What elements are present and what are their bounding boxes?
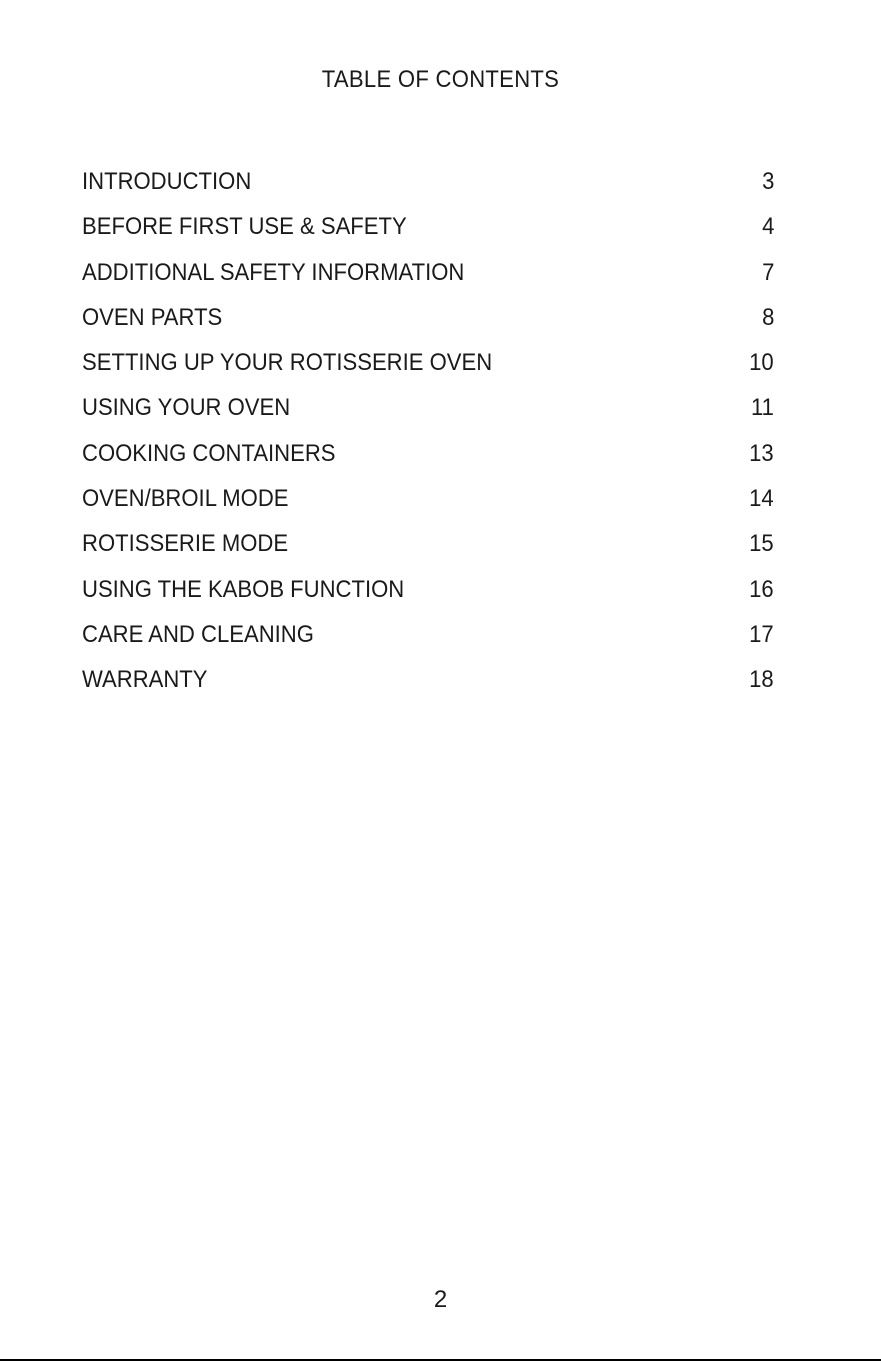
toc-entry-page: 10 [749,349,774,377]
toc-entry-label: COOKING CONTAINERS [82,439,336,467]
toc-entry[interactable] [82,528,774,573]
toc-entry-label: ROTISSERIE MODE [82,530,289,558]
toc-entry-label: USING YOUR OVEN [82,394,291,422]
toc-entry[interactable] [82,347,774,392]
page-title: TABLE OF CONTENTS [321,66,560,93]
toc-entry-page: 15 [749,530,774,558]
toc-entry-label: OVEN PARTS [82,303,223,331]
toc-entry[interactable] [82,166,774,211]
toc-entry-label: USING THE KABOB FUNCTION [82,575,405,603]
toc-entry-label: WARRANTY [82,666,208,694]
toc-entry[interactable] [82,574,774,619]
toc-entry[interactable] [82,392,774,437]
toc-entry-label: CARE AND CLEANING [82,620,314,648]
toc-entry[interactable] [82,302,774,347]
toc-entry-label: BEFORE FIRST USE & SAFETY [82,213,407,241]
toc-entry[interactable] [82,483,774,528]
toc-entry-label: OVEN/BROIL MODE [82,485,289,513]
toc-entry-page: 13 [749,439,774,467]
toc-entry-label: SETTING UP YOUR ROTISSERIE OVEN [82,349,493,377]
page-number: 2 [433,1286,448,1313]
toc-entry-page: 17 [749,620,774,648]
toc-entry[interactable] [82,664,774,709]
toc-entry-label: INTRODUCTION [82,168,252,195]
table-of-contents [82,166,774,710]
toc-entry-page: 14 [749,485,774,513]
toc-entry-page: 4 [761,213,774,241]
toc-entry-page: 18 [749,666,774,694]
toc-entry-page: 8 [761,303,774,331]
toc-entry-page: 16 [749,575,774,603]
toc-entry-label: ADDITIONAL SAFETY INFORMATION [82,258,465,286]
toc-entry[interactable] [82,257,774,302]
toc-entry[interactable] [82,211,774,256]
toc-entry[interactable] [82,619,774,664]
toc-entry[interactable] [82,438,774,483]
toc-entry-page: 11 [751,394,774,422]
toc-entry-page: 7 [761,258,774,286]
toc-entry-page: 3 [761,168,774,195]
